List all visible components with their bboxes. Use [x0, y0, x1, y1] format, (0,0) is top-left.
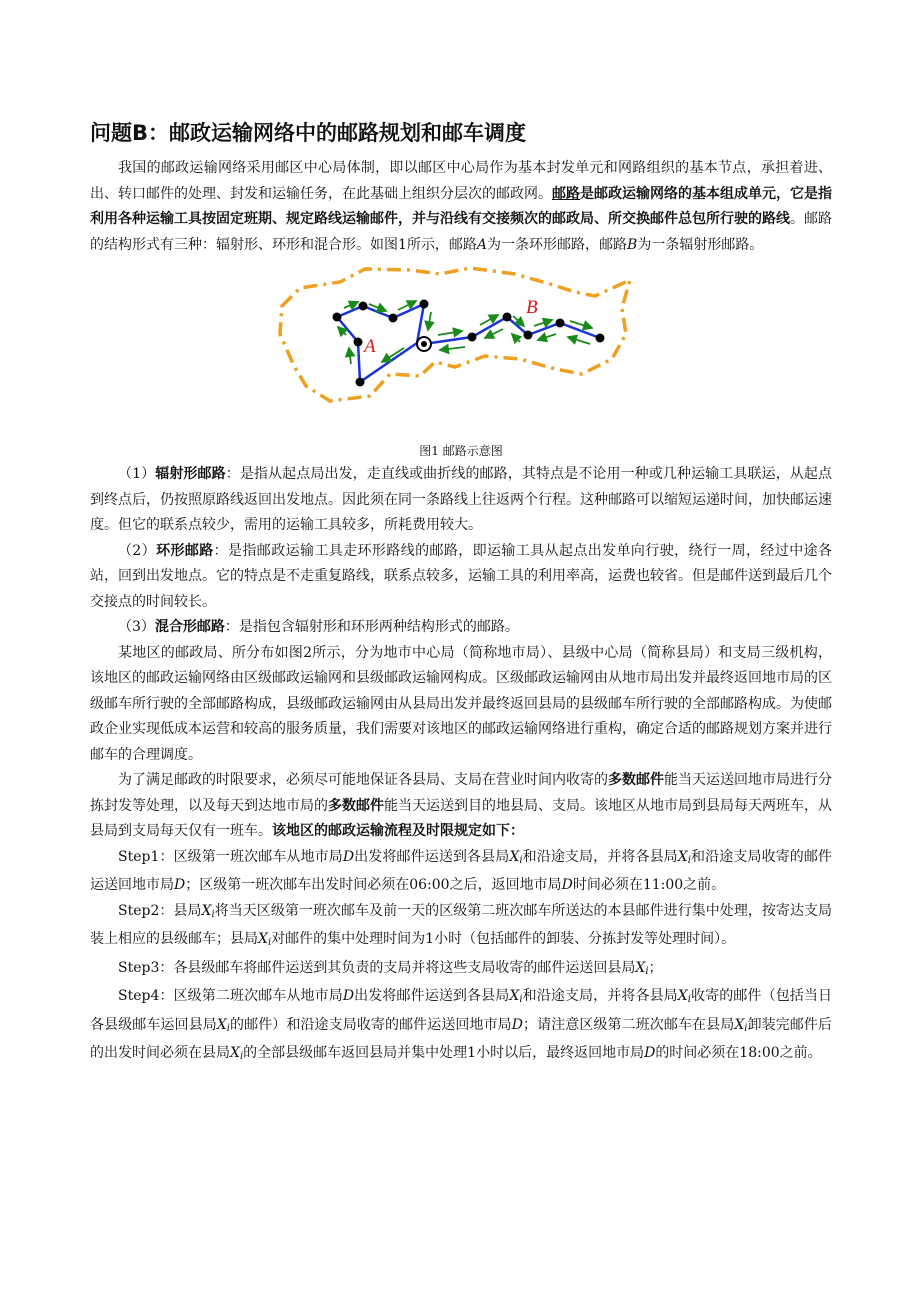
step3-paragraph: Step3：各县级邮车将邮件运送到其负责的支局并将这些支局收寄的邮件运送回县局$X_i$； — [118, 959, 663, 977]
page-title: 问题B：邮政运输网络中的邮路规划和邮车调度 — [90, 121, 527, 145]
route-b-label: B — [526, 297, 538, 318]
time-limit-paragraph: 为了满足邮政的时限要求，必须尽可能地保证各县局、支局在营业时间内收寄的多数邮件能当天运送回地市局进行分拣封发等处理，以及每天到达地市局的多数邮件能当天运送到目的地县局、支局。该地区从地市局到县局每天两班车，从县局到支局每天仅有一班车。该地区的邮政运输流程及时限规定如下： — [90, 772, 832, 839]
figure-caption: 图1 邮路示意图 — [419, 444, 503, 458]
intro-paragraph: 我国的邮政运输网络采用邮区中心局体制，即以邮区中心局作为基本封发单元和网路组织的基本节点，承担着进、出、转口邮件的处理、封发和运输任务，在此基础上组织分层次的邮政网。邮路是邮政运输网络的基本组成单元，它是指利用各种运输工具按固定班期、规定路线运输邮件，并与沿线有交接频次的邮政局、所交换邮件总包所行驶的路线。邮路的结构形式有三种：辐射形、环形和混合形。如图1所示，邮路A为一条环形邮路，邮路B为一条辐射形邮路。 — [90, 160, 832, 253]
region-paragraph: 某地区的邮政局、所分布如图2所示，分为地市中心局（简称地市局）、县级中心局（简称县局）和支局三级机构，该地区的邮政运输网络由区级邮政运输网和县级邮政运输网构成。区级邮政运输网由从地市局出发并最终返回地市局的区级邮车所行驶的全部邮路构成，县级邮政运输网由从县局出发并最终返回县局的县级邮车所行驶的全部邮路构成。为使邮政企业实现低成本运营和较高的服务质量，我们需要对该地区的邮政运输网络进行重构，确定合适的邮路规划方案并进行邮车的合理调度。 — [90, 644, 832, 763]
region-boundary — [280, 268, 630, 401]
definition-bold: 是邮政运输网络的基本组成单元，它是指利用各种运输工具按固定班期、规定路线运输邮件，并与沿线有交接频次的邮政局、所交换邮件总包所行驶的路线 — [90, 185, 832, 227]
route-a-line — [337, 304, 424, 382]
route-figure — [90, 264, 832, 442]
step2-paragraph: Step2：县局$X_i$将当天区级第一班次邮车及前一天的区级第二班次邮车所送达的本县邮件进行集中处理，按寄达支局装上相应的县级邮车；县局$X_i$对邮件的集中处理时间为1小时（包括邮件的卸装、分拣封发等处理时间）。 — [90, 902, 833, 948]
route-diagram — [270, 264, 640, 442]
item-radial: （1）辐射形邮路：是指从起点局出发，走直线或曲折线的邮路，其特点是不论用一种或几种运输工具联运，从起点到终点后，仍按照原路线返回出发地点。因此须在同一条路线上往返两个行程。这种邮路可以缩短运递时间，加快邮运速度。但它的联系点较少，需用的运输工具较多，所耗费用较大。 — [90, 466, 832, 533]
term-youlu: 邮路 — [552, 185, 580, 202]
route-b-arrows — [438, 315, 592, 350]
route-b-line — [424, 317, 600, 344]
route-a-label: A — [364, 336, 376, 357]
central-office-node — [417, 337, 431, 351]
item-loop: （2）环形邮路：是指邮政运输工具走环形路线的邮路，即运输工具从起点出发单向行驶，绕行一周，经过中途各站，回到出发地点。它的特点是不走重复路线，联系点较多，运输工具的利用率高，运费也较省。但是邮件送到最后几个交接点的时间较长。 — [90, 542, 832, 610]
document-page — [90, 118, 832, 1070]
item-mixed: （3）混合形邮路：是指包含辐射形和环形两种结构形式的邮路。 — [118, 619, 519, 635]
step4-paragraph: Step4：区级第二班次邮车从地市局D出发将邮件运送到各县局$X_i$和沿途支局，并将各县局$X_i$收寄的邮件（包括当日各县级邮车运回县局$X_i$的邮件）和沿途支局收寄的邮件运送回地市局D；请注意区级第二班次邮车在县局$X_i$卸装完邮件后的出发时间必须在县局$X_i$的全部县级邮车返回县局并集中处理1小时以后，最终返回地市局D的时间必须在18:00之前。 — [90, 988, 833, 1062]
step1-paragraph: Step1：区级第一班次邮车从地市局D出发将邮件运送到各县局$X_i$和沿途支局，并将各县局$X_i$和沿途支局收寄的邮件运送回地市局D；区级第一班次邮车出发时间必须在06:00之后，返回地市局D时间必须在11:00之前。 — [90, 848, 833, 893]
